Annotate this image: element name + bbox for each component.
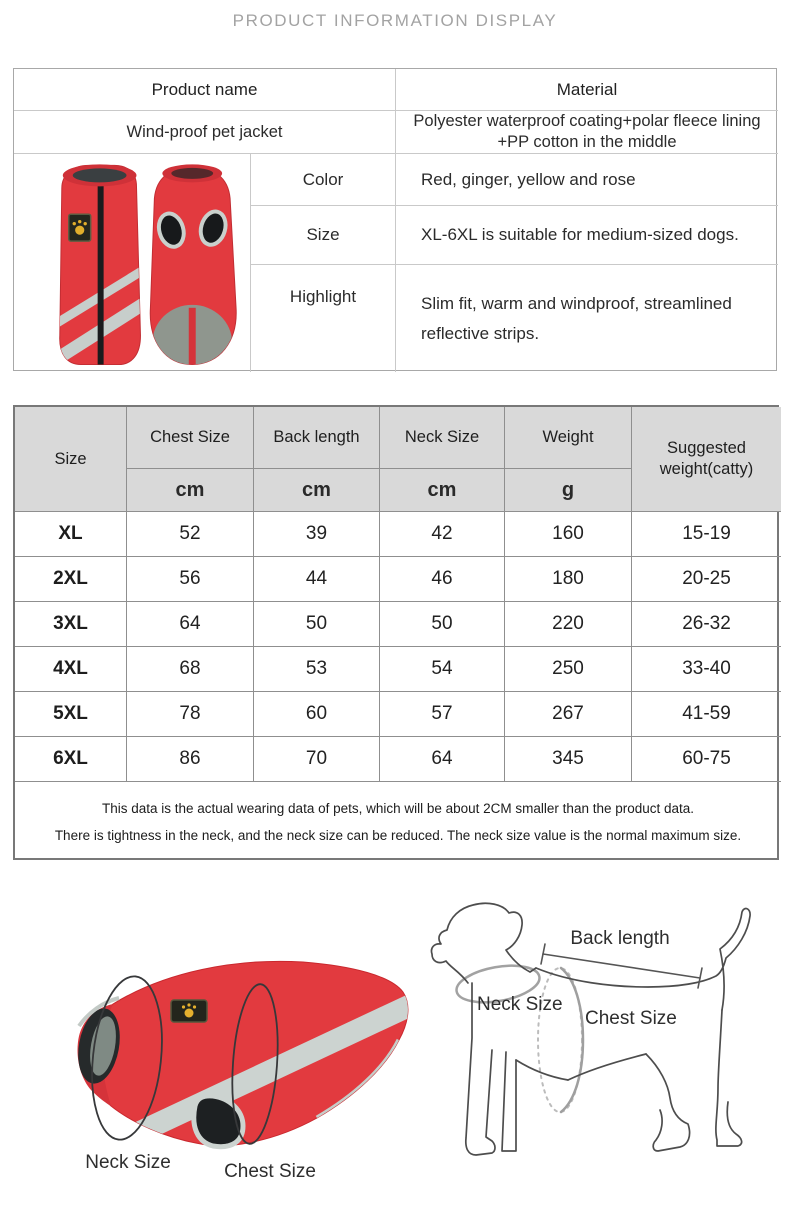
col-header-chest: Chest Size — [127, 407, 254, 469]
spec-value-color: Red, ginger, yellow and rose — [396, 154, 778, 206]
unit-chest: cm — [127, 469, 254, 512]
back-length-label: Back length — [570, 928, 670, 949]
jacket-measure-illustration — [45, 946, 415, 1158]
cell-chest: 68 — [127, 647, 254, 692]
product-photo-jackets — [14, 154, 251, 372]
cell-chest: 64 — [127, 602, 254, 647]
cell-weight: 250 — [505, 647, 632, 692]
material-value-line1: Polyester waterproof coating+polar fleece lining — [413, 112, 761, 130]
cell-weight: 220 — [505, 602, 632, 647]
product-info-table — [13, 68, 777, 371]
cell-weight: 267 — [505, 692, 632, 737]
size-chart-table — [13, 405, 779, 860]
cell-neck: 64 — [380, 737, 505, 782]
cell-chest: 52 — [127, 512, 254, 557]
table-row-size: 6XL — [15, 737, 127, 782]
cell-chest: 78 — [127, 692, 254, 737]
table-row-size: 2XL — [15, 557, 127, 602]
cell-suggested: 41-59 — [632, 692, 781, 737]
material-value-line2: +PP cotton in the middle — [497, 133, 677, 151]
dog-chest-size-label: Chest Size — [585, 1008, 677, 1029]
spec-label-color: Color — [251, 154, 396, 206]
cell-weight: 180 — [505, 557, 632, 602]
cell-back: 70 — [254, 737, 380, 782]
cell-back: 53 — [254, 647, 380, 692]
table-row-size: 4XL — [15, 647, 127, 692]
note-line-2: There is tightness in the neck, and the neck size can be reduced. The neck size value is the normal maximum size. — [54, 828, 742, 843]
cell-back: 44 — [254, 557, 380, 602]
spec-label-highlight: Highlight — [251, 265, 396, 372]
jacket-front-back-illustration — [16, 158, 248, 369]
material-header: Material — [396, 69, 778, 111]
back-length-dimension-line — [541, 944, 702, 988]
cell-neck: 46 — [380, 557, 505, 602]
cell-back: 50 — [254, 602, 380, 647]
cell-neck: 57 — [380, 692, 505, 737]
measurement-diagram — [0, 880, 790, 1217]
cell-back: 39 — [254, 512, 380, 557]
product-name-header: Product name — [14, 69, 396, 111]
material-value — [396, 111, 778, 154]
col-header-suggested-weight: Suggested weight(catty) — [632, 407, 781, 512]
col-header-weight: Weight — [505, 407, 632, 469]
cell-suggested: 26-32 — [632, 602, 781, 647]
dog-neck-size-label: Neck Size — [477, 994, 563, 1015]
cell-weight: 345 — [505, 737, 632, 782]
spec-value-size: XL-6XL is suitable for medium-sized dogs. — [396, 206, 778, 265]
note-line-1: This data is the actual wearing data of pets, which will be about 2CM smaller than the product data. — [101, 801, 695, 816]
cell-suggested: 60-75 — [632, 737, 781, 782]
col-header-size: Size — [15, 407, 127, 512]
cell-weight: 160 — [505, 512, 632, 557]
col-header-neck: Neck Size — [380, 407, 505, 469]
table-row-size: XL — [15, 512, 127, 557]
spec-label-size: Size — [251, 206, 396, 265]
cell-neck: 50 — [380, 602, 505, 647]
cell-suggested: 20-25 — [632, 557, 781, 602]
cell-suggested: 33-40 — [632, 647, 781, 692]
cell-chest: 56 — [127, 557, 254, 602]
unit-neck: cm — [380, 469, 505, 512]
cell-neck: 54 — [380, 647, 505, 692]
cell-suggested: 15-19 — [632, 512, 781, 557]
cell-chest: 86 — [127, 737, 254, 782]
col-header-back: Back length — [254, 407, 380, 469]
jacket-chest-size-label: Chest Size — [224, 1161, 316, 1182]
cell-back: 60 — [254, 692, 380, 737]
product-name-value: Wind-proof pet jacket — [14, 111, 396, 154]
spec-value-highlight: Slim fit, warm and windproof, streamlined reflective strips. — [421, 293, 732, 343]
unit-back: cm — [254, 469, 380, 512]
cell-neck: 42 — [380, 512, 505, 557]
table-row-size: 3XL — [15, 602, 127, 647]
table-row-size: 5XL — [15, 692, 127, 737]
unit-weight: g — [505, 469, 632, 512]
jacket-neck-size-label: Neck Size — [85, 1152, 171, 1173]
size-chart-note — [15, 782, 781, 862]
page-title: PRODUCT INFORMATION DISPLAY — [232, 11, 558, 30]
